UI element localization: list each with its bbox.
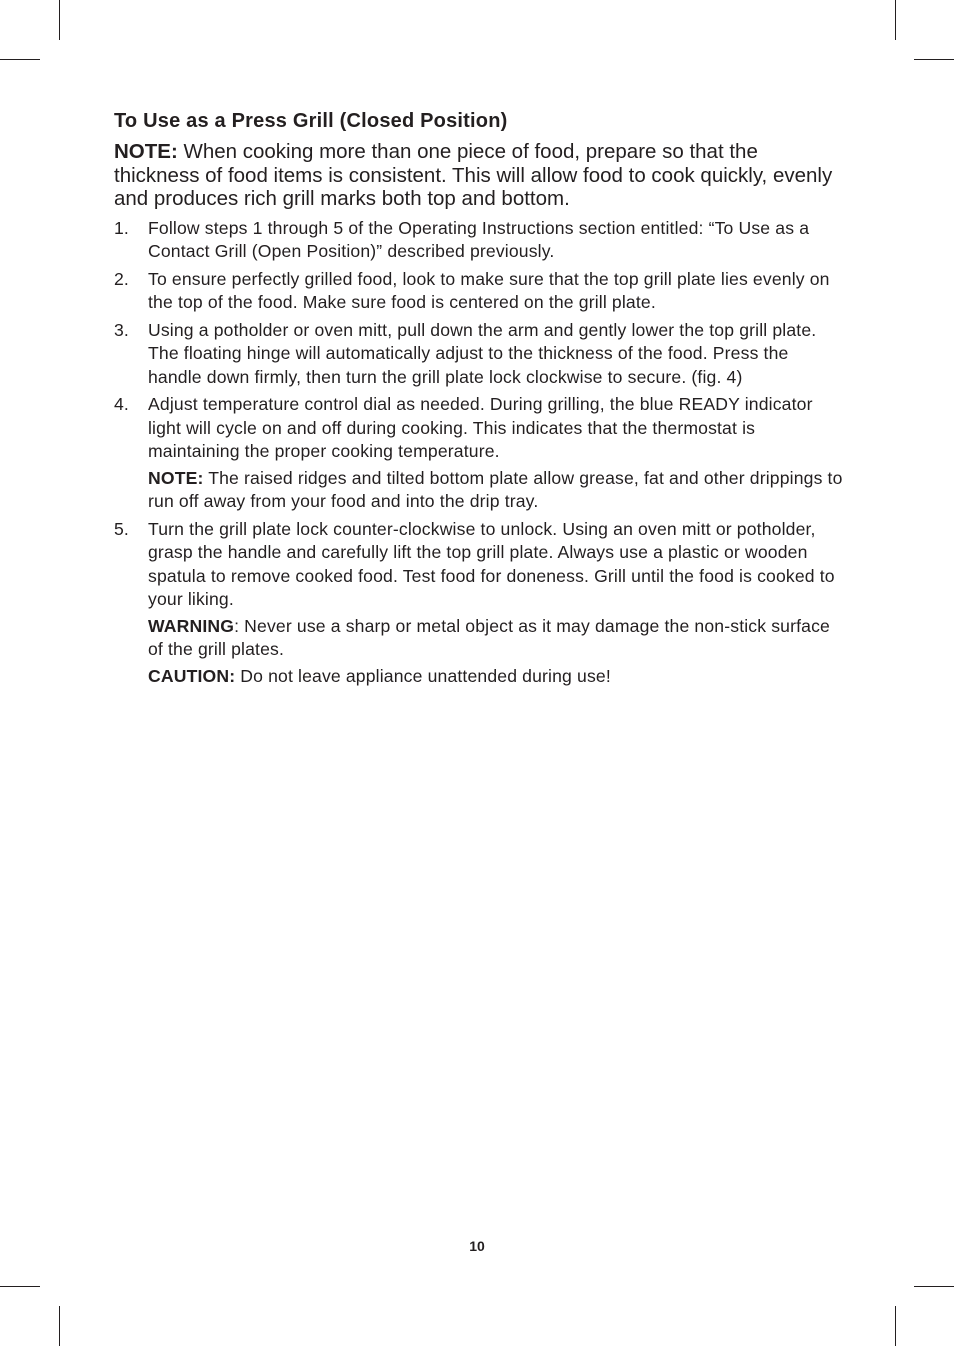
crop-mark-bottom-left-vertical: [59, 1306, 60, 1346]
warning-label: WARNING: [148, 615, 235, 636]
manual-content: [114, 108, 844, 692]
step-item: [114, 518, 844, 689]
step-item: [114, 268, 844, 315]
step-note: [148, 467, 844, 514]
step-item: [114, 319, 844, 390]
step-note-text: The raised ridges and tilted bottom plate allow grease, fat and other drippings to run off away from your food and into the drip tray.: [148, 467, 843, 511]
step-number: 2.: [114, 268, 129, 289]
step-text: To ensure perfectly grilled food, look to make sure that the top grill plate lies evenly on the top of the food. Make sure food is centered on the grill plate.: [148, 268, 830, 312]
step-number: 5.: [114, 518, 129, 539]
step-text: Follow steps 1 through 5 of the Operating Instructions section entitled: “To Use as a Contact Grill (Open Position)” described previously.: [148, 217, 810, 261]
crop-mark-bottom-right-horizontal: [914, 1286, 954, 1287]
caution-text: Do not leave appliance unattended during use!: [235, 665, 611, 686]
crop-mark-top-right-horizontal: [914, 59, 954, 60]
step-number: 4.: [114, 394, 129, 414]
caution-note: [148, 665, 844, 689]
step-text: Using a potholder or oven mitt, pull down the arm and gently lower the top grill plate. The floating hinge will automatically adjust to the thickness of the food. Press the handle down firmly, then turn the grill plate lock clockwise to secure. (fig. 4): [148, 319, 817, 387]
crop-mark-top-left-vertical: [59, 0, 60, 40]
section-heading: To Use as a Press Grill (Closed Position): [114, 110, 508, 132]
warning-text: : Never use a sharp or metal object as it may damage the non-stick surface of the grill plates.: [148, 615, 830, 659]
step-text: Turn the grill plate lock counter-clockwise to unlock. Using an oven mitt or potholder, grasp the handle and carefully lift the top grill plate. Always use a plastic or wooden spatula to remove cooked food. Test food for doneness. Grill until the food is cooked to your liking.: [148, 518, 835, 609]
step-note-label: NOTE:: [148, 467, 204, 488]
step-text: Adjust temperature control dial as needed. During grilling, the blue READY indicator light will cycle on and off during cooking. This indicates that the thermostat is maintaining the proper cooking temperature.: [148, 394, 813, 461]
intro-note-text: When cooking more than one piece of food, prepare so that the thickness of food items is consistent. This will allow food to cook quickly, evenly and produces rich grill marks both top and bottom.: [114, 140, 833, 210]
step-number: 1.: [114, 217, 129, 238]
intro-note-label: NOTE:: [114, 140, 178, 163]
page-number: 10: [469, 1238, 485, 1254]
crop-mark-bottom-left-horizontal: [0, 1286, 40, 1287]
caution-label: CAUTION:: [148, 665, 236, 686]
step-item: [114, 393, 844, 514]
intro-note: [114, 140, 844, 211]
crop-mark-top-right-vertical: [895, 0, 896, 40]
crop-mark-top-left-horizontal: [0, 59, 40, 60]
warning-note: [148, 615, 844, 662]
crop-mark-bottom-right-vertical: [895, 1306, 896, 1346]
steps-list: [114, 217, 844, 689]
step-number: 3.: [114, 319, 129, 340]
step-item: [114, 217, 844, 264]
